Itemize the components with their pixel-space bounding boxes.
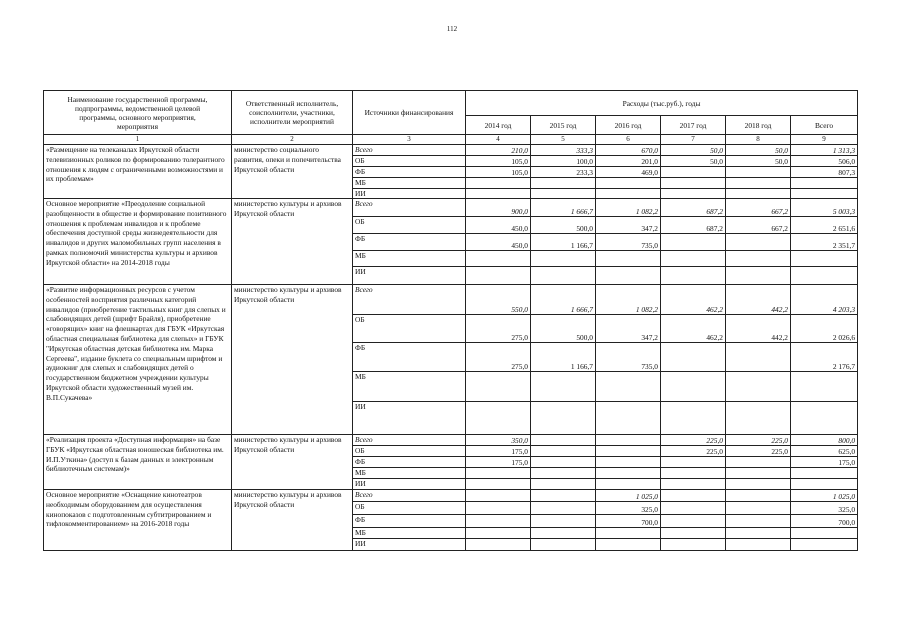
expense-value-cell — [726, 402, 791, 435]
expense-value-cell: 347,2 — [596, 315, 661, 343]
row-total-value-cell: 625,0 — [791, 446, 858, 457]
expense-value-cell: 462,2 — [661, 285, 726, 315]
header-year: 2016 год — [596, 116, 661, 135]
funding-source-cell: МБ — [353, 372, 466, 402]
row-total-value-cell — [791, 178, 858, 189]
expense-value-cell: 210,0 — [466, 145, 531, 156]
program-name-cell — [44, 285, 232, 435]
expense-value-cell: 105,0 — [466, 156, 531, 167]
executor-cell — [232, 145, 353, 199]
expense-value-cell: 469,0 — [596, 167, 661, 178]
expense-value-cell: 687,2 — [661, 199, 726, 217]
expense-value-cell — [531, 539, 596, 551]
expense-value-cell — [596, 372, 661, 402]
expense-value-cell — [726, 372, 791, 402]
expense-value-cell: 50,0 — [726, 145, 791, 156]
program-name-cell-text: «Развитие информационных ресурсов с учетом особенностей восприятия различных категорий инвалидов (приобретение тактильных книг для слепых и слабовидящих детей (шрифт Брайля), приобретение «говорящих» книг на флешкартах для ГБУК «Иркутская областная специальная библиотека для слепых» и ГБУК "Иркутская областная детская библиотека им. Марка Сергеева", издание буклета со специальным шрифтом и аудиокниг для слепых и слабовидящих детей о государственном бюджетном учреждении культуры Иркутской области художественный музей им. В.П.Сукачева» — [46, 285, 226, 402]
funding-source-cell: ИИ — [353, 189, 466, 199]
expense-value-cell: 225,0 — [726, 446, 791, 457]
expense-value-cell — [726, 490, 791, 502]
expense-value-cell: 175,0 — [466, 457, 531, 468]
executor-cell — [232, 285, 353, 435]
expense-value-cell — [596, 189, 661, 199]
row-total-value-cell: 2 651,6 — [791, 217, 858, 234]
expense-value-cell — [596, 457, 661, 468]
expense-value-cell: 275,0 — [466, 315, 531, 343]
expense-value-cell — [466, 372, 531, 402]
funding-source-cell: ИИ — [353, 539, 466, 551]
expense-value-cell — [661, 457, 726, 468]
expense-value-cell — [531, 189, 596, 199]
row-total-value-cell: 1 313,3 — [791, 145, 858, 156]
expense-value-cell: 1 025,0 — [596, 490, 661, 502]
expense-value-cell — [726, 528, 791, 539]
expense-value-cell — [726, 251, 791, 267]
expense-value-cell: 333,3 — [531, 145, 596, 156]
expense-value-cell: 450,0 — [466, 217, 531, 234]
executor-cell-text: министерство культуры и архивов Иркутской области — [234, 435, 342, 454]
funding-source-cell: Всего — [353, 490, 466, 502]
expense-value-cell: 900,0 — [466, 199, 531, 217]
expense-value-cell — [661, 502, 726, 515]
expense-value-cell — [661, 234, 726, 251]
expense-value-cell — [466, 539, 531, 551]
table-row — [44, 145, 858, 156]
program-name-cell-text: Основное мероприятие «Преодоление социальной разобщенности в обществе и формирование позитивного отношения к проблемам инвалидов и к проблеме обеспечения доступной среды жизнедеятельности для инвалидов и других маломобильных групп населения в рамках полномочий министерства культуры и архивов Иркутской области» на 2014-2018 годы — [46, 199, 227, 267]
program-name-cell — [44, 145, 232, 199]
expense-value-cell: 275,0 — [466, 343, 531, 372]
expense-value-cell: 50,0 — [726, 156, 791, 167]
header-year: 2017 год — [661, 116, 726, 135]
header-total: Всего — [791, 116, 858, 135]
row-total-value-cell: 2 351,7 — [791, 234, 858, 251]
header-row — [44, 91, 858, 116]
expense-value-cell — [661, 178, 726, 189]
expense-value-cell — [726, 178, 791, 189]
expense-value-cell — [726, 502, 791, 515]
expense-value-cell: 1 166,7 — [531, 343, 596, 372]
expense-value-cell: 233,3 — [531, 167, 596, 178]
expense-value-cell — [466, 189, 531, 199]
program-name-cell-text: «Реализация проекта «Доступная информация» на базе ГБУК «Иркутская областная юношеская библиотека им. И.П.Уткина» (доступ к базам данных и электронным библиотечным системам)» — [46, 435, 224, 474]
expense-value-cell — [596, 251, 661, 267]
expense-value-cell — [726, 468, 791, 479]
expense-value-cell: 687,2 — [661, 217, 726, 234]
expense-value-cell: 700,0 — [596, 515, 661, 528]
expense-value-cell: 1 082,2 — [596, 285, 661, 315]
expense-value-cell — [596, 468, 661, 479]
expense-value-cell — [661, 402, 726, 435]
table-body — [44, 145, 858, 551]
row-total-value-cell — [791, 528, 858, 539]
funding-source-cell: ОБ — [353, 315, 466, 343]
expense-value-cell — [531, 446, 596, 457]
expense-value-cell: 225,0 — [726, 435, 791, 446]
expense-value-cell — [596, 446, 661, 457]
expense-value-cell: 500,0 — [531, 217, 596, 234]
executor-cell — [232, 435, 353, 490]
funding-source-cell: ФБ — [353, 343, 466, 372]
expense-value-cell: 175,0 — [466, 446, 531, 457]
expense-value-cell — [726, 515, 791, 528]
row-total-value-cell: 1 025,0 — [791, 490, 858, 502]
column-number: 4 — [466, 135, 531, 145]
column-number: 5 — [531, 135, 596, 145]
expense-value-cell — [596, 402, 661, 435]
row-total-value-cell: 175,0 — [791, 457, 858, 468]
funding-source-cell: Всего — [353, 145, 466, 156]
table-row — [44, 490, 858, 502]
program-name-cell — [44, 199, 232, 285]
funding-source-cell: ОБ — [353, 446, 466, 457]
expense-value-cell — [531, 490, 596, 502]
funding-source-cell: Всего — [353, 199, 466, 217]
program-name-cell — [44, 435, 232, 490]
row-total-value-cell — [791, 539, 858, 551]
funding-source-cell: МБ — [353, 251, 466, 267]
expense-value-cell — [661, 167, 726, 178]
expense-value-cell — [466, 468, 531, 479]
table-row — [44, 435, 858, 446]
expense-value-cell — [531, 479, 596, 490]
funding-source-cell: ФБ — [353, 457, 466, 468]
expense-value-cell: 201,0 — [596, 156, 661, 167]
expense-value-cell — [726, 343, 791, 372]
expense-value-cell: 1 166,7 — [531, 234, 596, 251]
funding-source-cell: ФБ — [353, 515, 466, 528]
expense-value-cell — [661, 528, 726, 539]
header-year: 2015 год — [531, 116, 596, 135]
expense-value-cell: 1 082,2 — [596, 199, 661, 217]
funding-source-cell: МБ — [353, 178, 466, 189]
expense-value-cell: 225,0 — [661, 435, 726, 446]
program-name-cell-text: «Размещение на телеканалах Иркутской области телевизионных роликов по формированию толерантного отношения к людям с ограниченными возможностями и их проблемам» — [46, 145, 225, 184]
expense-value-cell: 350,0 — [466, 435, 531, 446]
row-total-value-cell — [791, 267, 858, 285]
expense-value-cell — [661, 343, 726, 372]
expense-value-cell — [726, 234, 791, 251]
expense-value-cell: 1 666,7 — [531, 199, 596, 217]
funding-source-cell: ОБ — [353, 502, 466, 515]
header-name-column: Наименование государственной программы, подпрограммы, ведомственной целевой программы, основного мероприятия, мероприятия — [44, 91, 232, 135]
expense-value-cell — [531, 251, 596, 267]
expense-value-cell — [466, 178, 531, 189]
row-total-value-cell — [791, 479, 858, 490]
row-total-value-cell — [791, 402, 858, 435]
row-total-value-cell — [791, 468, 858, 479]
expense-value-cell — [466, 267, 531, 285]
expense-value-cell — [466, 502, 531, 515]
executor-cell — [232, 199, 353, 285]
executor-cell-text: министерство культуры и архивов Иркутской области — [234, 199, 342, 218]
expense-value-cell — [596, 539, 661, 551]
funding-source-cell: ИИ — [353, 402, 466, 435]
expense-value-cell: 667,2 — [726, 199, 791, 217]
funding-source-cell: МБ — [353, 528, 466, 539]
table-row — [44, 199, 858, 217]
expense-value-cell: 462,2 — [661, 315, 726, 343]
page-number: 112 — [446, 25, 458, 33]
row-total-value-cell — [791, 189, 858, 199]
executor-cell-text: министерство культуры и архивов Иркутской области — [234, 490, 342, 509]
expense-value-cell — [726, 189, 791, 199]
row-total-value-cell: 800,0 — [791, 435, 858, 446]
expense-value-cell — [531, 515, 596, 528]
expense-value-cell — [661, 251, 726, 267]
funding-source-cell: МБ — [353, 468, 466, 479]
expense-value-cell — [531, 457, 596, 468]
funding-source-cell: ИИ — [353, 267, 466, 285]
expense-value-cell: 735,0 — [596, 234, 661, 251]
funding-source-cell: Всего — [353, 435, 466, 446]
expense-value-cell — [466, 402, 531, 435]
table-row — [44, 285, 858, 315]
executor-cell — [232, 490, 353, 551]
row-total-value-cell: 2 026,6 — [791, 315, 858, 343]
column-numbers-row — [44, 135, 858, 145]
expense-value-cell — [596, 435, 661, 446]
expense-value-cell: 50,0 — [661, 156, 726, 167]
funding-source-cell: Всего — [353, 285, 466, 315]
expense-value-cell — [726, 167, 791, 178]
expense-value-cell — [661, 479, 726, 490]
row-total-value-cell: 325,0 — [791, 502, 858, 515]
expense-value-cell: 50,0 — [661, 145, 726, 156]
column-number: 2 — [232, 135, 353, 145]
expense-value-cell — [531, 468, 596, 479]
expense-value-cell — [661, 372, 726, 402]
column-number: 1 — [44, 135, 232, 145]
expense-value-cell — [726, 479, 791, 490]
expense-value-cell: 500,0 — [531, 315, 596, 343]
expense-value-cell: 347,2 — [596, 217, 661, 234]
executor-cell-text: министерство социального развития, опеки и попечительства Иркутской области — [234, 145, 341, 174]
expense-value-cell — [466, 479, 531, 490]
expense-value-cell — [596, 178, 661, 189]
expense-value-cell: 450,0 — [466, 234, 531, 251]
expense-value-cell: 105,0 — [466, 167, 531, 178]
expense-value-cell — [661, 490, 726, 502]
expense-value-cell — [531, 435, 596, 446]
expense-value-cell: 442,2 — [726, 315, 791, 343]
budget-table — [43, 90, 858, 551]
expense-value-cell — [726, 267, 791, 285]
expense-value-cell — [661, 189, 726, 199]
expense-value-cell — [596, 528, 661, 539]
expense-value-cell — [531, 372, 596, 402]
expense-value-cell: 1 666,7 — [531, 285, 596, 315]
column-number: 3 — [353, 135, 466, 145]
header-year: 2014 год — [466, 116, 531, 135]
expense-value-cell — [531, 267, 596, 285]
expense-value-cell: 100,0 — [531, 156, 596, 167]
expense-value-cell: 735,0 — [596, 343, 661, 372]
expense-value-cell: 225,0 — [661, 446, 726, 457]
executor-cell-text: министерство культуры и архивов Иркутской области — [234, 285, 342, 304]
program-name-cell-text: Основное мероприятие «Оснащение кинотеатров необходимым оборудованием для осуществления кинопоказов с подготовленным субтитрированием и тифлокомментированием» на 2016-2018 годы — [46, 490, 212, 529]
row-total-value-cell: 5 003,3 — [791, 199, 858, 217]
expense-value-cell — [726, 539, 791, 551]
expense-value-cell — [466, 490, 531, 502]
expense-value-cell — [726, 457, 791, 468]
expense-value-cell — [531, 528, 596, 539]
expense-value-cell — [596, 267, 661, 285]
header-executor-column: Ответственный исполнитель, соисполнители, участники, исполнители мероприятий — [232, 91, 353, 135]
expense-value-cell — [466, 528, 531, 539]
header-year: 2018 год — [726, 116, 791, 135]
expense-value-cell: 670,0 — [596, 145, 661, 156]
row-total-value-cell — [791, 372, 858, 402]
expense-value-cell — [661, 267, 726, 285]
header-expenses: Расходы (тыс.руб.), годы — [466, 91, 858, 116]
expense-value-cell: 550,0 — [466, 285, 531, 315]
expense-value-cell — [531, 502, 596, 515]
funding-source-cell: ИИ — [353, 479, 466, 490]
column-number: 6 — [596, 135, 661, 145]
row-total-value-cell — [791, 251, 858, 267]
expense-value-cell: 667,2 — [726, 217, 791, 234]
header-sources-column: Источники финансирования — [353, 91, 466, 135]
expense-value-cell: 325,0 — [596, 502, 661, 515]
expense-value-cell — [531, 178, 596, 189]
row-total-value-cell: 700,0 — [791, 515, 858, 528]
expense-value-cell — [466, 251, 531, 267]
expense-value-cell — [661, 515, 726, 528]
expense-value-cell: 442,2 — [726, 285, 791, 315]
column-number: 8 — [726, 135, 791, 145]
row-total-value-cell: 807,3 — [791, 167, 858, 178]
funding-source-cell: ФБ — [353, 234, 466, 251]
program-name-cell — [44, 490, 232, 551]
row-total-value-cell: 506,0 — [791, 156, 858, 167]
funding-source-cell: ОБ — [353, 156, 466, 167]
column-number: 7 — [661, 135, 726, 145]
row-total-value-cell: 2 176,7 — [791, 343, 858, 372]
funding-source-cell: ФБ — [353, 167, 466, 178]
expense-value-cell — [531, 402, 596, 435]
funding-source-cell: ОБ — [353, 217, 466, 234]
expense-value-cell — [466, 515, 531, 528]
row-total-value-cell: 4 203,3 — [791, 285, 858, 315]
column-number: 9 — [791, 135, 858, 145]
expense-value-cell — [661, 468, 726, 479]
expense-value-cell — [596, 479, 661, 490]
expense-value-cell — [661, 539, 726, 551]
